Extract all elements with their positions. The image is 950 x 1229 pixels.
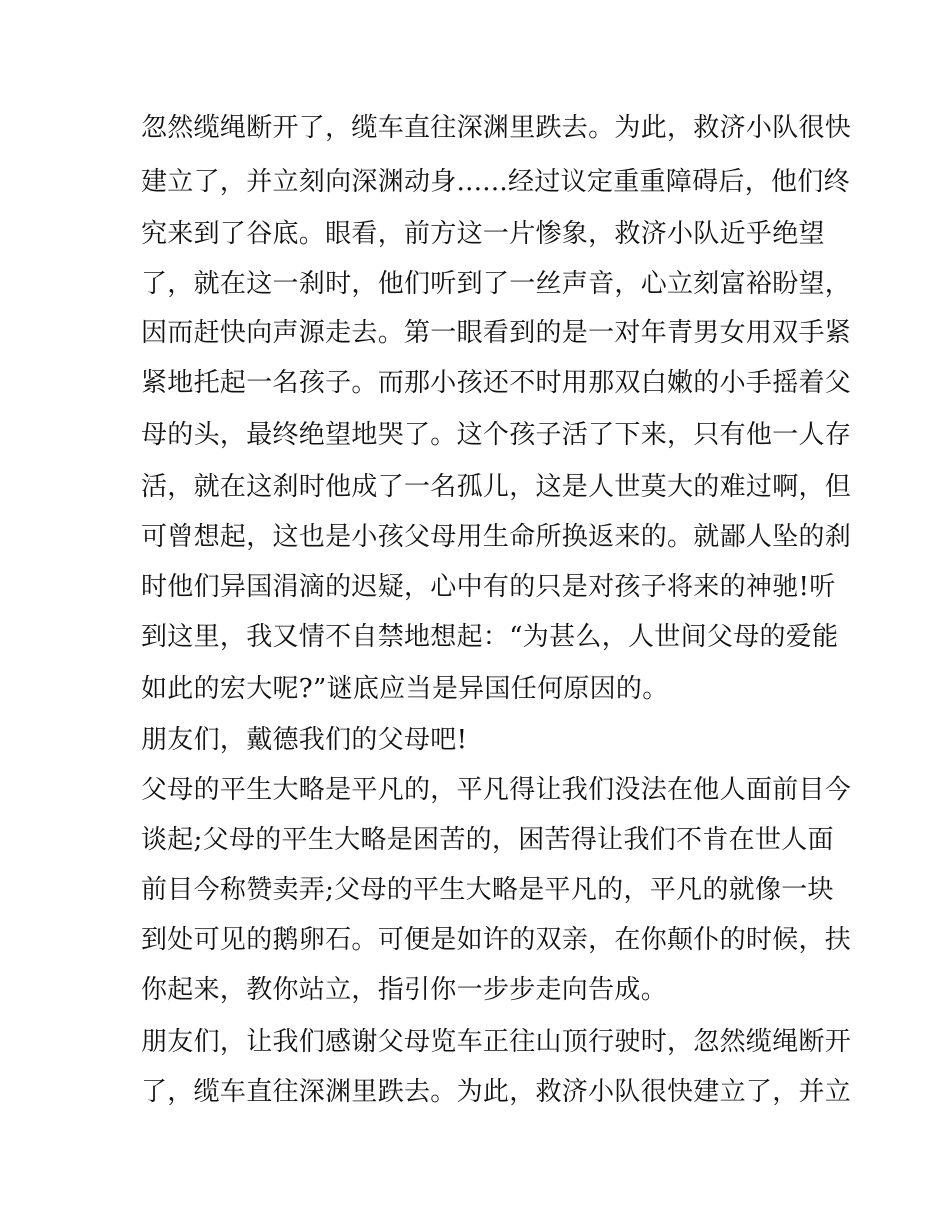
text-line: 朋友们，戴德我们的父母吧!	[141, 725, 468, 755]
text-line: 了，就在这一刹时，他们听到了一丝声音，心立刻富裕盼望，	[141, 269, 852, 299]
text-line: 因而赶快向声源走去。第一眼看到的是一对年青男女用双手紧	[141, 318, 852, 348]
text-line: 谈起;父母的平生大略是困苦的，困苦得让我们不肯在世人面	[141, 825, 834, 855]
text-line: 了，缆车直往深渊里跌去。为此，救济小队很快建立了，并立	[141, 1077, 852, 1107]
text-line: 前目今称赞卖弄;父母的平生大略是平凡的，平凡的就像一块	[141, 875, 834, 905]
text-line: 时他们异国涓滴的迟疑，心中有的只是对孩子将来的神驰!听	[141, 572, 836, 602]
text-line: 朋友们，让我们感谢父母览车正往山顶行驶时，忽然缆绳断开	[141, 1027, 852, 1057]
text-line: 如此的宏大呢?”谜底应当是异国任何原因的。	[141, 674, 669, 704]
text-line: 紧地托起一名孩子。而那小孩还不时用那双白嫩的小手摇着父	[141, 368, 852, 398]
text-line: 你起来，教你站立，指引你一步步走向告成。	[141, 975, 668, 1005]
text-line: 活，就在这刹时他成了一名孤儿，这是人世莫大的难过啊，但	[141, 472, 852, 502]
text-line: 忽然缆绳断开了，缆车直往深渊里跌去。为此，救济小队很快	[141, 113, 852, 143]
text-line: 可曾想起，这也是小孩父母用生命所换返来的。就鄙人坠的刹	[141, 522, 852, 552]
text-line: 到这里，我又情不自禁地想起：“为甚么，人世间父母的爱能	[141, 622, 839, 652]
text-line: 到处可见的鹅卵石。可便是如许的双亲，在你颠仆的时候，扶	[141, 925, 852, 955]
text-line: 母的头，最终绝望地哭了。这个孩子活了下来，只有他一人存	[141, 420, 852, 450]
text-line: 父母的平生大略是平凡的，平凡得让我们没法在他人面前目今	[141, 775, 852, 805]
text-line: 建立了，并立刻向深渊动身......经过议定重重障碍后，他们终	[141, 167, 850, 197]
text-line: 究来到了谷底。眼看，前方这一片惨象，救济小队近乎绝望	[141, 219, 825, 249]
